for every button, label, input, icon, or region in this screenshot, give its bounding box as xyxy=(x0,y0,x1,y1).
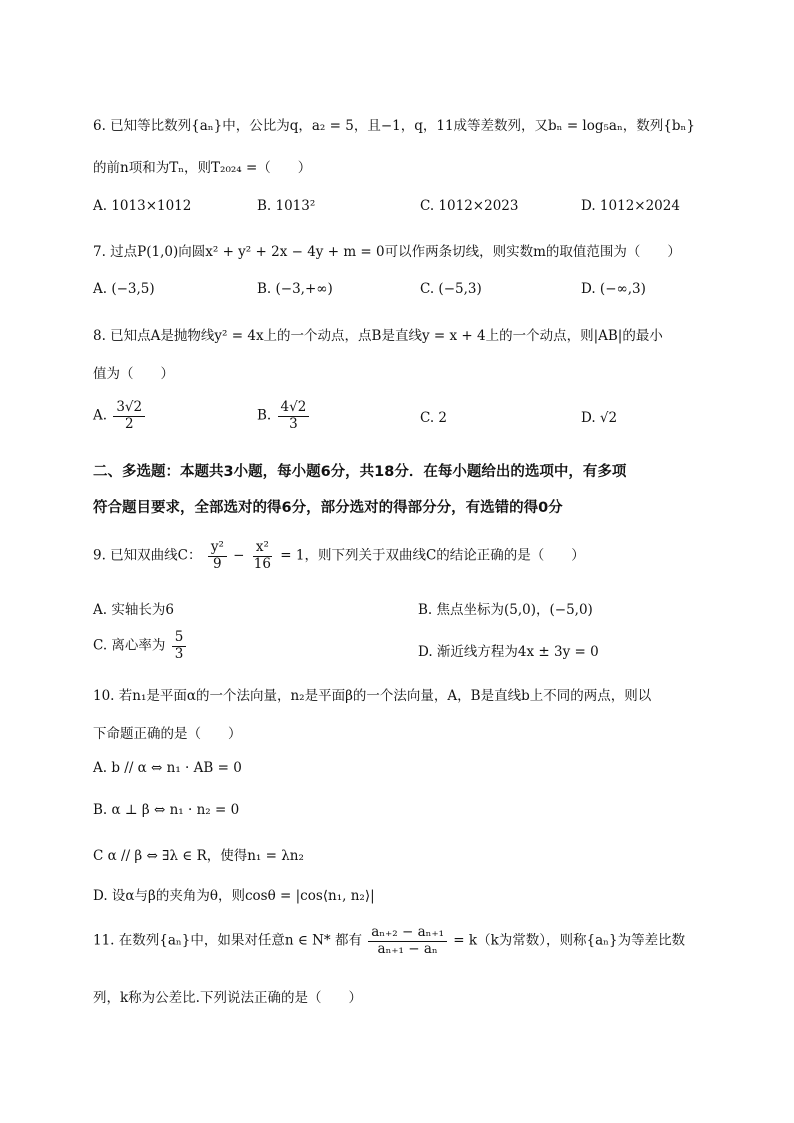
q8-option-a-numerator: 3√2 xyxy=(113,400,145,417)
q10-stem-line1: 10. 若n₁是平面α的一个法向量，n₂是平面β的一个法向量，A，B是直线b上不同的两点，则以 xyxy=(93,688,652,704)
q9-stem xyxy=(93,540,585,572)
q6-option-d[interactable]: D. 1012×2024 xyxy=(581,198,680,214)
q9-stem-suffix: = 1，则下列关于双曲线C的结论正确的是（ ） xyxy=(280,547,585,564)
q6-stem-line2: 的前n项和为Tₙ，则T₂₀₂₄ =（ ） xyxy=(93,160,312,176)
q10-option-d[interactable]: D. 设α与β的夹角为θ，则cosθ = |cos⟨n₁, n₂⟩| xyxy=(93,888,375,904)
q7-option-c[interactable]: C. (−5,3) xyxy=(420,281,482,297)
q7-option-b[interactable]: B. (−3,+∞) xyxy=(257,281,333,297)
q9-option-b[interactable]: B. 焦点坐标为(5,0)，(−5,0) xyxy=(418,602,593,618)
q8-option-a-fraction xyxy=(113,400,145,432)
q9-fraction-x-numerator: x² xyxy=(253,540,272,557)
q9-stem-prefix: 9. 已知双曲线C： xyxy=(93,547,202,564)
q10-option-c[interactable]: C α // β ⇔ ∃λ ∈ R，使得n₁ = λn₂ xyxy=(93,848,304,864)
q10-stem-line2: 下命题正确的是（ ） xyxy=(93,726,242,742)
q10-option-b[interactable]: B. α ⊥ β ⇔ n₁ · n₂ = 0 xyxy=(93,802,240,818)
q8-stem-line2: 值为（ ） xyxy=(93,366,174,382)
q11-fraction-numerator: aₙ₊₂ − aₙ₊₁ xyxy=(368,925,447,942)
q7-option-a[interactable]: A. (−3,5) xyxy=(93,281,155,297)
q8-option-c[interactable]: C. 2 xyxy=(420,410,448,426)
q11-fraction xyxy=(368,925,447,957)
q6-option-b[interactable]: B. 1013² xyxy=(257,198,316,214)
q8-option-b-numerator: 4√2 xyxy=(278,400,310,417)
q9-fraction-y-denominator: 9 xyxy=(213,555,222,572)
q9-fraction-x-denominator: 16 xyxy=(253,555,271,572)
q11-stem-prefix: 11. 在数列{aₙ}中，如果对任意n ∈ N* 都有 xyxy=(93,932,362,949)
section2-heading-line1: 二、多选题：本题共3小题，每小题6分，共18分．在每小题给出的选项中，有多项 xyxy=(93,464,627,480)
q7-stem: 7. 过点P(1,0)向圆x² + y² + 2x − 4y + m = 0可以作两条切线，则实数m的取值范围为（ ） xyxy=(93,244,681,260)
q9-option-d[interactable]: D. 渐近线方程为4x ± 3y = 0 xyxy=(418,644,599,660)
q9-option-c-numerator: 5 xyxy=(172,630,187,647)
q11-stem-suffix: = k（k为常数），则称{aₙ}为等差比数 xyxy=(453,932,686,949)
q8-option-b[interactable] xyxy=(257,400,311,432)
q9-option-c-label: C. 离心率为 xyxy=(93,637,166,654)
q11-stem-line1 xyxy=(93,925,685,957)
q9-fraction-y-numerator: y² xyxy=(208,540,227,557)
q9-option-a[interactable]: A. 实轴长为6 xyxy=(93,602,174,618)
q6-option-a[interactable]: A. 1013×1012 xyxy=(93,198,192,214)
q7-option-d[interactable]: D. (−∞,3) xyxy=(581,281,646,297)
q9-fraction-x xyxy=(251,540,274,572)
q8-option-a-denominator: 2 xyxy=(124,415,134,432)
q10-option-a[interactable]: A. b // α ⇔ n₁ · AB = 0 xyxy=(93,760,242,776)
q6-stem-line1: 6. 已知等比数列{aₙ}中，公比为q，a₂ = 5，且−1，q，11成等差数列，又bₙ = log₅aₙ，数列{bₙ} xyxy=(93,118,695,134)
q9-option-c-fraction xyxy=(172,630,187,662)
q8-stem-line1: 8. 已知点A是抛物线y² = 4x上的一个动点，点B是直线y = x + 4上的一个动点，则|AB|的最小 xyxy=(93,328,663,344)
q11-fraction-denominator: aₙ₊₁ − aₙ xyxy=(377,940,438,957)
q6-option-c[interactable]: C. 1012×2023 xyxy=(420,198,519,214)
q8-option-b-denominator: 3 xyxy=(289,415,298,432)
q8-option-b-fraction xyxy=(278,400,310,432)
q9-fraction-y xyxy=(208,540,227,572)
q9-minus-sign: − xyxy=(233,547,245,564)
q9-option-c-denominator: 3 xyxy=(174,645,184,662)
q8-option-a[interactable] xyxy=(93,400,147,432)
q8-option-a-label: A. xyxy=(93,407,108,424)
q11-stem-line2: 列，k称为公差比.下列说法正确的是（ ） xyxy=(93,990,362,1006)
section2-heading-line2: 符合题目要求，全部选对的得6分，部分选对的得部分分，有选错的得0分 xyxy=(93,500,563,516)
q8-option-d[interactable]: D. √2 xyxy=(581,410,618,426)
q9-option-c[interactable] xyxy=(93,630,188,662)
q8-option-b-label: B. xyxy=(257,407,272,424)
